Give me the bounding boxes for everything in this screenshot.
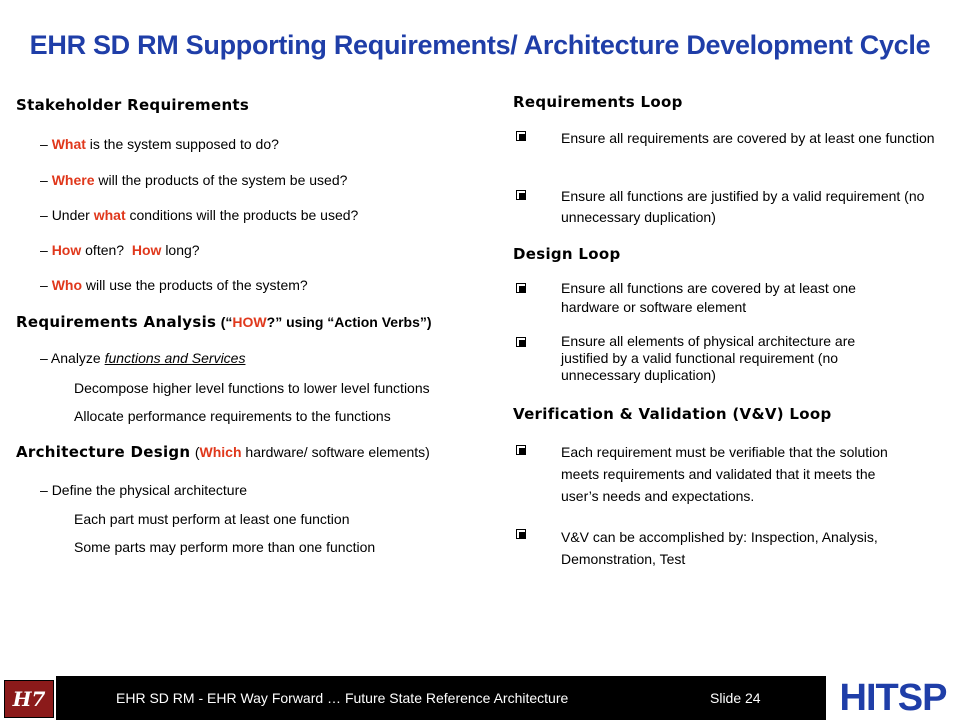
vv-loop-item: V&V can be accomplished by: Inspection, Analysis, Demonstration, Test [561,529,878,567]
design-heading: Architecture Design (Which hardware/ software elements) [16,443,430,461]
slide-title: EHR SD RM Supporting Requirements/ Architecture Development Cycle [29,30,931,60]
vv-loop-heading: Verification & Validation (V&V) Loop [513,405,832,423]
analysis-item-analyze: – Analyze functions and Services [40,350,246,366]
design-loop-item: Ensure all functions are covered by at least one hardware or software element [561,280,856,315]
design-item-define: – Define the physical architecture [40,482,248,498]
stakeholder-item-conditions: – Under what conditions will the products be used? [40,207,359,223]
checkbox-bullet-icon [516,529,526,539]
checkbox-bullet-icon [516,190,526,200]
stakeholder-item-what: – What is the system supposed to do? [40,136,279,152]
checkbox-bullet-icon [516,283,526,293]
requirements-loop-item: Ensure all requirements are covered by at least one function [561,130,935,146]
design-item-each-part: Each part must perform at least one function [74,511,350,527]
analysis-heading: Requirements Analysis (“HOW?” using “Action Verbs”) [16,313,432,331]
design-item-some-parts: Some parts may perform more than one function [74,539,376,555]
stakeholder-item-how: – How often? How long? [40,242,200,258]
design-loop-heading: Design Loop [513,245,621,263]
analysis-item-allocate: Allocate performance requirements to the functions [74,408,391,424]
stakeholder-item-where: – Where will the products of the system be used? [40,172,348,188]
hitsp-logo: HITSP [826,676,960,720]
footer-title: EHR SD RM - EHR Way Forward … Future State Reference Architecture [116,690,569,706]
vv-loop-item: Each requirement must be verifiable that the solution meets requirements and validated that it meets the user’s needs and expectations. [561,444,888,504]
checkbox-bullet-icon [516,131,526,141]
checkbox-bullet-icon [516,337,526,347]
requirements-loop-item: Ensure all functions are justified by a valid requirement (no unnecessary duplication) [561,188,925,225]
stakeholder-heading: Stakeholder Requirements [16,96,250,114]
analysis-item-decompose: Decompose higher level functions to lower level functions [74,380,430,396]
checkbox-bullet-icon [516,445,526,455]
hl7-logo: H7 [0,676,56,720]
slide-number: Slide 24 [710,690,761,706]
requirements-loop-heading: Requirements Loop [513,93,683,111]
stakeholder-item-who: – Who will use the products of the system? [40,277,308,293]
design-loop-item: Ensure all elements of physical architecture are justified by a valid functional requirement (no unnecessary duplication) [561,333,856,383]
